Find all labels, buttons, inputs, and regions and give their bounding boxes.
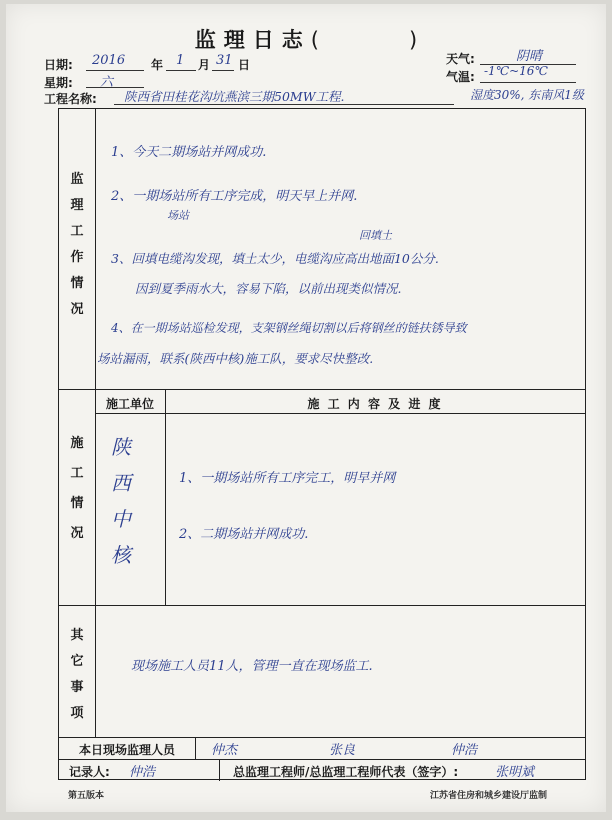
divider-other-staff xyxy=(59,737,585,738)
weather-label: 天气: xyxy=(446,52,475,66)
recorder-label: 记录人: xyxy=(69,765,110,779)
recorder-divider xyxy=(219,759,220,781)
year-char: 年 xyxy=(151,58,164,72)
page-title: 监理日志( ) xyxy=(194,28,418,52)
date-day: 31 xyxy=(216,53,233,68)
log-page xyxy=(6,4,606,812)
supervision-entry-4-cont: 场站漏雨，联系(陕西中核)施工队，要求尽快整改. xyxy=(97,351,374,366)
supervision-entry-2-note: 场站 xyxy=(167,209,189,222)
year-underline xyxy=(86,70,144,71)
day-underline xyxy=(212,70,234,71)
edition-note: 第五版本 xyxy=(68,791,105,801)
weekday-value: 六 xyxy=(100,75,114,90)
construction-entry-2: 2、二期场站并网成功. xyxy=(179,527,309,542)
month-underline xyxy=(166,70,196,71)
staff-label: 本日现场监理人员 xyxy=(78,743,175,757)
construction-header-divider xyxy=(95,413,585,414)
supervision-entry-3-cont: 因到夏季雨水大，容易下陷，以前出现类似情况. xyxy=(135,281,402,296)
construction-entry-1: 1、一期场站所有工序完工，明早并网 xyxy=(179,471,396,486)
month-char: 月 xyxy=(198,58,211,72)
staff-name-2: 张良 xyxy=(329,743,356,758)
weather-value: 阴晴 xyxy=(516,49,543,64)
construction-unit-value: 陕 西 中 核 xyxy=(111,435,131,567)
temp-value: -1℃~16℃ xyxy=(484,64,548,78)
supervision-section-label: 监 理 工 作 情 况 xyxy=(70,172,84,317)
other-section-label: 其 它 事 项 xyxy=(70,628,84,721)
supervision-entry-1: 1、今天二期场站并网成功. xyxy=(111,145,267,160)
recorder-value: 仲浩 xyxy=(129,765,156,780)
temp-underline xyxy=(480,82,576,83)
supervision-entry-4: 4、在一期场站巡检发现，支架钢丝绳切割以后将钢丝的链扶锈导致 xyxy=(111,321,467,335)
divider-supervision-construction xyxy=(59,389,585,390)
chief-label: 总监理工程师/总监理工程师代表（签字）: xyxy=(233,765,459,779)
date-year: 2016 xyxy=(92,53,126,68)
staff-name-1: 仲杰 xyxy=(211,743,238,758)
project-label: 工程名称: xyxy=(44,92,97,106)
construction-section-label: 施 工 情 况 xyxy=(70,436,84,541)
day-char: 日 xyxy=(238,58,251,72)
content-header: 施 工 内 容 及 进 度 xyxy=(307,397,443,411)
divider-construction-other xyxy=(59,605,585,606)
staff-label-divider xyxy=(195,737,196,759)
project-underline xyxy=(114,104,454,105)
unit-column-divider xyxy=(165,389,166,605)
log-table xyxy=(58,108,586,780)
label-column-divider xyxy=(95,109,96,737)
weekday-label: 星期: xyxy=(44,76,73,90)
chief-signature: 张明斌 xyxy=(495,765,535,780)
project-value: 陕西省田桂花沟坑燕滨三期50MW工程. xyxy=(124,89,345,104)
staff-name-3: 仲浩 xyxy=(451,743,478,758)
date-month: 1 xyxy=(176,53,185,68)
other-entry: 现场施工人员11人，管理一直在现场监工. xyxy=(131,659,373,674)
humidity-wind: 湿度30%, 东南风1级 xyxy=(470,88,584,102)
issuer-note: 江苏省住房和城乡建设厅监制 xyxy=(430,791,548,801)
divider-staff-recorder xyxy=(59,759,585,760)
supervision-entry-3-insert: 回填土 xyxy=(359,229,392,242)
supervision-entry-3: 3、回填电缆沟发现，填土太少，电缆沟应高出地面10公分. xyxy=(111,251,439,266)
supervision-entry-2: 2、一期场站所有工序完成，明天早上并网. xyxy=(111,189,358,204)
date-label: 日期: xyxy=(44,58,73,72)
unit-header: 施工单位 xyxy=(105,397,154,411)
temp-label: 气温: xyxy=(446,70,475,84)
